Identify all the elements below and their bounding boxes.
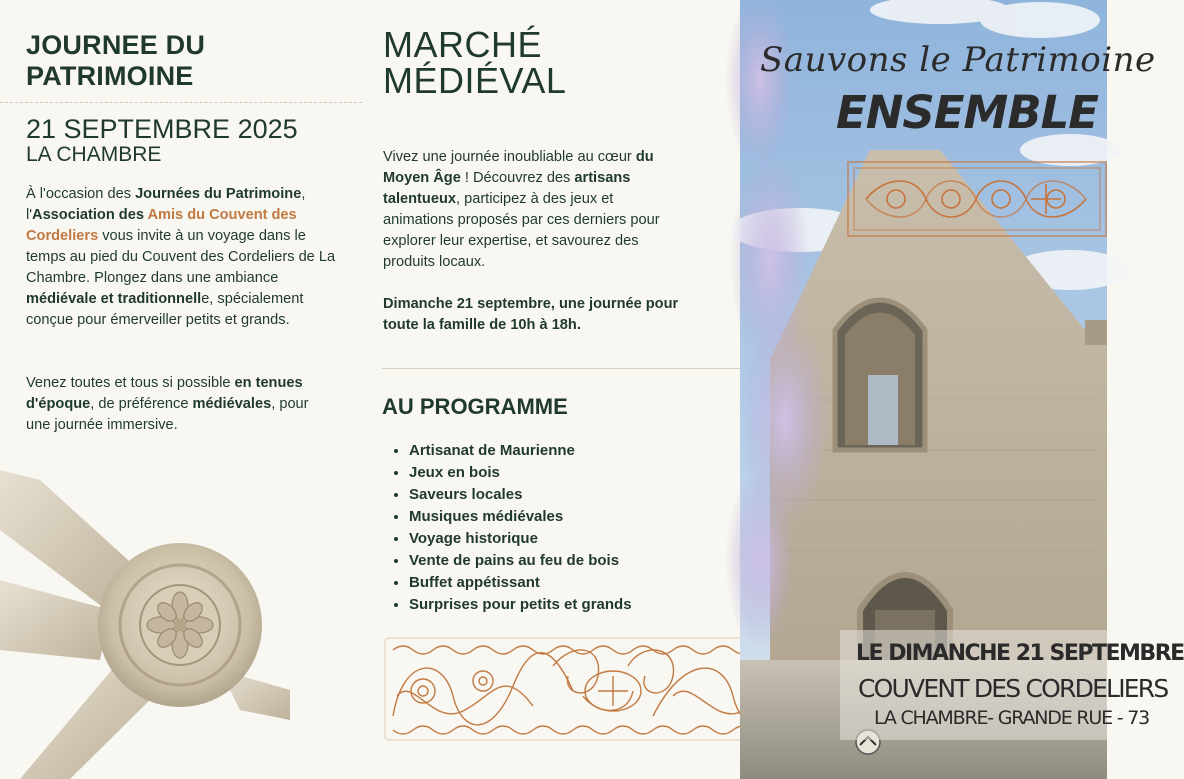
text-run: À l'occasion des: [26, 186, 136, 202]
text-run: , pour une journée immersive.: [26, 396, 309, 433]
market-description: [383, 147, 683, 273]
programme-item: • Surprises pour petits et grands: [409, 594, 632, 616]
market-title: [383, 24, 567, 101]
text-run: en tenues d'époque: [26, 375, 303, 412]
text-run: Venez toutes et tous si possible: [26, 375, 235, 391]
text-run: , de préférence: [90, 396, 193, 412]
text-run: Amis du Couvent des Cordeliers: [26, 207, 297, 244]
event-day-line: LE DIMANCHE 21 SEPTEMBRE: [856, 641, 1184, 666]
tagline-script: Sauvons le Patrimoine: [760, 40, 1156, 80]
journee-title: JOURNEE DU PATRIMOINE: [26, 30, 206, 91]
address-line: LA CHAMBRE- GRANDE RUE - 73: [874, 707, 1150, 729]
programme-list: [383, 440, 632, 616]
event-place: LA CHAMBRE: [26, 143, 162, 166]
programme-title: AU PROGRAMME: [382, 394, 568, 419]
programme-item: • Voyage historique: [409, 528, 632, 550]
intro-paragraph: [26, 184, 336, 331]
text-run: ! Découvrez des: [460, 170, 575, 186]
market-hours: Dimanche 21 septembre, une journée pour toute la famille de 10h à 18h.: [383, 296, 679, 333]
market-title-line2: MÉDIÉVAL: [383, 60, 567, 101]
text-run: artisans talentueux: [383, 170, 631, 207]
dress-code-paragraph: [26, 373, 336, 436]
text-run: du Moyen Âge: [383, 149, 654, 186]
market-title-line1: MARCHÉ: [383, 24, 543, 65]
text-run: , l': [26, 186, 306, 223]
section-divider: [382, 368, 740, 369]
programme-item: • Vente de pains au feu de bois: [409, 550, 632, 572]
text-run: , participez à des jeux et animations proposés par ces derniers pour explorer leur expertise, et savourez des produits locaux.: [383, 191, 660, 270]
programme-item: • Saveurs locales: [409, 484, 632, 506]
programme-item: • Buffet appétissant: [409, 572, 632, 594]
text-run: Vivez une journée inoubliable au cœur: [383, 149, 636, 165]
tagline-bold: ENSEMBLE: [836, 86, 1099, 139]
programme-item: • Artisanat de Maurienne: [409, 440, 632, 462]
venue-line: COUVENT DES CORDELIERS: [858, 674, 1168, 703]
event-date: 21 SEPTEMBRE 2025: [26, 114, 298, 144]
text-run: Association des: [32, 207, 148, 223]
title-divider: [0, 102, 362, 103]
decorative-frame-image: [846, 160, 1108, 238]
text-run: vous invite à un voyage dans le temps au pied du Couvent des Cordeliers de La Chambre. Plongez dans une ambiance: [26, 228, 336, 286]
programme-item: • Musiques médiévales: [409, 506, 632, 528]
stone-carving-image: [0, 460, 380, 779]
text-run: e, spécialement conçue pour émerveiller petits et grands.: [26, 291, 304, 328]
text-run: Journées du Patrimoine: [135, 186, 302, 202]
text-run: médiévale et traditionnell: [26, 291, 202, 307]
programme-item: • Jeux en bois: [409, 462, 632, 484]
text-run: médiévales: [192, 396, 272, 412]
